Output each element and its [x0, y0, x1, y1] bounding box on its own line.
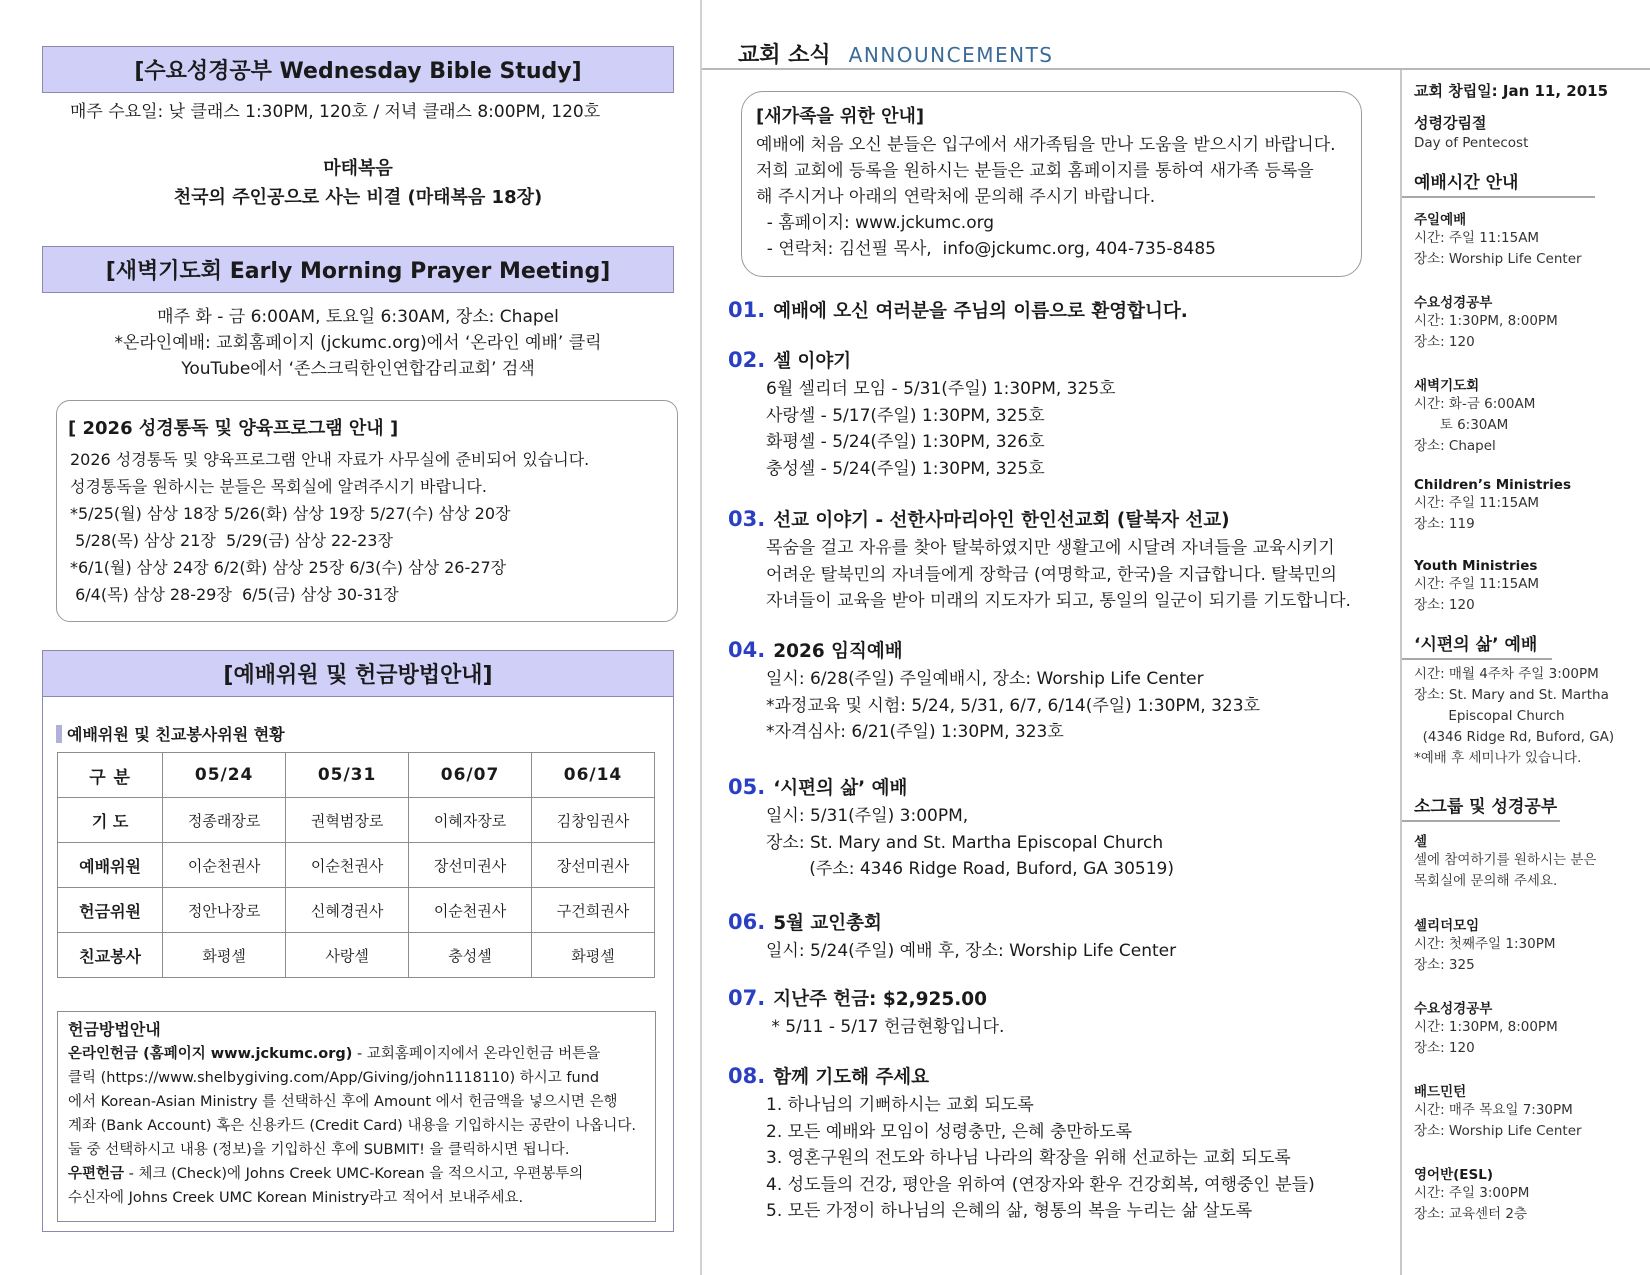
worship-line: 장소: 120	[1414, 597, 1475, 613]
wednesday-study-header: [수요성경공부 Wednesday Bible Study]	[42, 46, 674, 93]
small-group-line: 목회실에 문의해 주세요.	[1414, 873, 1558, 889]
wednesday-study-book: 마태복음	[323, 158, 393, 179]
bible-reading-line: 2026 성경통독 및 양육프로그램 안내 자료가 사무실에 준비되어 있습니다.	[70, 450, 590, 469]
item-line: (주소: 4346 Ridge Road, Buford, GA 30519)	[766, 859, 1174, 879]
announcement-item	[728, 984, 1388, 1041]
newcomer-line: 예배에 처음 오신 분들은 입구에서 새가족팀을 만나 도움을 받으시기 바랍니다.	[756, 135, 1336, 155]
worship-name: Children’s Ministries	[1414, 477, 1571, 493]
page-fold-divider	[700, 0, 702, 1275]
item-number: 03.	[728, 507, 766, 531]
table-cell: 이순천권사	[409, 888, 532, 933]
item-line: 목숨을 걸고 자유를 찾아 탈북하였지만 생활고에 시달려 자녀들을 교육시키기	[766, 538, 1335, 558]
left-page	[0, 0, 700, 1275]
worship-name: 주일예배	[1414, 212, 1467, 228]
item-number: 02.	[728, 348, 766, 372]
small-group-name: 영어반(ESL)	[1414, 1167, 1494, 1183]
offering-line: 클릭 (https://www.shelbygiving.com/App/Giving/john1118110) 하시고 fund	[68, 1070, 600, 1086]
psalm-line: (4346 Ridge Rd, Buford, GA)	[1414, 729, 1615, 745]
item-number: 05.	[728, 775, 766, 799]
mail-offering-label: 우편헌금	[68, 1166, 125, 1182]
item-line: 충성셀 - 5/24(주일) 1:30PM, 325호	[766, 458, 1045, 479]
header-rule	[702, 68, 1650, 70]
wednesday-study-time: 매주 수요일: 낮 클래스 1:30PM, 120호 / 저녁 클래스 8:00PM, 120호	[70, 102, 601, 122]
morning-prayer-line: YouTube에서 ‘존스크릭한인연합감리교회’ 검색	[181, 359, 535, 379]
table-cell: 김창임권사	[532, 798, 655, 843]
table-cell: 장선미권사	[409, 843, 532, 888]
table-cell: 화평셀	[532, 933, 655, 978]
mail-offering-text: - 체크 (Check)에 Johns Creek UMC-Korean 을 적으시고, 우편봉투의	[124, 1166, 584, 1182]
duty-table	[57, 752, 655, 978]
table-cell: 이혜자장로	[409, 798, 532, 843]
item-line: *과정교육 및 시험: 5/24, 5/31, 6/7, 6/14(주일) 1:30PM, 323호	[766, 695, 1260, 716]
offering-box	[57, 1011, 656, 1222]
small-group-name: 셀리더모임	[1414, 918, 1480, 934]
column-header: 05/31	[286, 753, 409, 798]
newcomer-line: 해 주시거나 아래의 연락처에 문의해 주시기 바랍니다.	[756, 187, 1156, 207]
small-group-line: 장소: 120	[1414, 1040, 1475, 1056]
worship-line: 장소: Chapel	[1414, 438, 1496, 454]
sidebar-rule	[1402, 820, 1560, 822]
item-title: 예배에 오신 여러분을 주님의 이름으로 환영합니다.	[773, 301, 1188, 322]
season-en: Day of Pentecost	[1414, 135, 1529, 151]
newcomer-line: - 홈페이지: www.jckumc.org	[756, 213, 995, 233]
table-row	[58, 888, 655, 933]
table-cell: 이순천권사	[163, 843, 286, 888]
item-line: 4. 성도들의 건강, 평안을 위하여 (연장자와 환우 건강회복, 여행중인 분들)	[766, 1174, 1315, 1195]
table-cell: 정안나장로	[163, 888, 286, 933]
worship-line: 토 6:30AM	[1414, 417, 1509, 433]
offering-line: 계좌 (Bank Account) 혹은 신용카드 (Credit Card) 내용을 기입하시는 공란이 나옵니다.	[68, 1118, 636, 1134]
psalm-line: Episcopal Church	[1414, 708, 1565, 724]
item-line: 5. 모든 가정이 하나님의 은혜의 삶, 형통의 복을 누리는 삶 살도록	[766, 1201, 1253, 1221]
sidebar-rule	[1402, 658, 1552, 660]
small-group-line: 시간: 1:30PM, 8:00PM	[1414, 1019, 1558, 1035]
sidebar-divider	[1400, 70, 1402, 1275]
row-header: 친교봉사	[58, 933, 163, 978]
row-header: 헌금위원	[58, 888, 163, 933]
small-group-line: 시간: 매주 목요일 7:30PM	[1414, 1102, 1573, 1118]
bible-reading-lines	[70, 446, 589, 608]
item-line: 3. 영혼구원의 전도와 하나님 나라의 확장을 위해 선교하는 교회 되도록	[766, 1148, 1291, 1168]
announcement-item	[728, 296, 1388, 326]
column-header: 05/24	[163, 753, 286, 798]
offering-line: 둘 중 선택하시고 내용 (정보)을 기입하신 후에 SUBMIT! 을 클릭하시면 됩니다.	[68, 1142, 570, 1158]
table-cell: 구건희권사	[532, 888, 655, 933]
item-title: 5월 교인총회	[773, 913, 882, 934]
small-group-name: 수요성경공부	[1414, 1001, 1493, 1017]
item-number: 04.	[728, 638, 766, 662]
column-header: 구 분	[58, 753, 163, 798]
item-line: 2. 모든 예배와 모임이 성령충만, 은혜 충만하도록	[766, 1121, 1133, 1142]
table-cell: 장선미권사	[532, 843, 655, 888]
small-group-line: 장소: Worship Life Center	[1414, 1123, 1582, 1139]
worship-line: 장소: Worship Life Center	[1414, 251, 1582, 267]
item-title: 지난주 헌금: $2,925.00	[773, 989, 987, 1010]
item-title: 2026 임직예배	[773, 641, 903, 662]
small-group-entry	[1414, 830, 1596, 892]
worship-entry	[1414, 477, 1571, 535]
small-group-entry	[1414, 1080, 1582, 1142]
small-group-entry	[1414, 914, 1555, 976]
item-title: 함께 기도해 주세요	[773, 1067, 930, 1088]
small-group-line: 시간: 주일 3:00PM	[1414, 1185, 1530, 1201]
worship-line: 시간: 주일 11:15AM	[1414, 230, 1540, 246]
worship-line: 시간: 주일 11:15AM	[1414, 576, 1540, 592]
item-title: 선교 이야기 - 선한사마리아인 한인선교회 (탈북자 선교)	[773, 510, 1230, 531]
small-group-line: 시간: 첫째주일 1:30PM	[1414, 936, 1556, 952]
table-cell: 신혜경권사	[286, 888, 409, 933]
table-cell: 충성셀	[409, 933, 532, 978]
founded-date: 교회 창립일: Jan 11, 2015	[1414, 82, 1609, 100]
worship-entry	[1414, 558, 1539, 616]
duty-section-label	[56, 722, 285, 745]
item-line: 사랑셀 - 5/17(주일) 1:30PM, 325호	[766, 405, 1045, 426]
offering-title: 헌금방법안내	[68, 1020, 161, 1039]
small-group-name: 배드민턴	[1414, 1084, 1467, 1100]
newcomer-line: - 연락처: 김선필 목사, info@jckumc.org, 404-735-8485	[756, 239, 1216, 259]
item-line: 자녀들이 교육을 받아 미래의 지도자가 되고, 통일의 일군이 되기를 기도합니다.	[766, 591, 1351, 611]
item-line: 6월 셀리더 모임 - 5/31(주일) 1:30PM, 325호	[766, 379, 1116, 399]
table-header-row	[58, 753, 655, 798]
table-row	[58, 843, 655, 888]
bible-reading-line: *5/25(월) 삼상 18장 5/26(화) 삼상 19장 5/27(수) 삼상 20장	[70, 504, 511, 523]
worship-entry	[1414, 291, 1558, 353]
item-line: * 5/11 - 5/17 헌금현황입니다.	[766, 1017, 1005, 1037]
announcements-title-en: ANNOUNCEMENTS	[848, 43, 1054, 67]
worship-line: 장소: 119	[1414, 516, 1475, 532]
table-row	[58, 933, 655, 978]
announcement-item	[728, 1062, 1388, 1225]
worship-line: 시간: 주일 11:15AM	[1414, 495, 1540, 511]
table-cell: 정종래장로	[163, 798, 286, 843]
item-title: 셀 이야기	[773, 351, 852, 372]
worship-duty-header: [예배위원 및 헌금방법안내]	[42, 650, 674, 697]
item-line: 화평셀 - 5/24(주일) 1:30PM, 326호	[766, 432, 1045, 452]
worship-entry	[1414, 374, 1535, 457]
online-offering-text: - 교회홈페이지에서 온라인헌금 버튼을	[352, 1046, 601, 1062]
item-line: 어려운 탈북민의 자녀들에게 장학금 (여명학교, 한국)을 지급합니다. 탈북민의	[766, 564, 1337, 585]
season-ko: 성령강림절	[1414, 114, 1487, 132]
item-number: 06.	[728, 910, 766, 934]
worship-name: 수요성경공부	[1414, 295, 1493, 311]
announcement-item	[728, 773, 1388, 883]
newcomer-box	[741, 91, 1362, 277]
worship-name: 새벽기도회	[1414, 378, 1480, 394]
item-line: 일시: 6/28(주일) 주일예배시, 장소: Worship Life Center	[766, 669, 1204, 689]
sidebar-rule	[1402, 196, 1595, 198]
small-groups-title: 소그룹 및 성경공부	[1414, 797, 1558, 817]
psalm-line: 시간: 매월 4주차 주일 3:00PM	[1414, 666, 1599, 682]
morning-prayer-line: 매주 화 - 금 6:00AM, 토요일 6:30AM, 장소: Chapel	[157, 307, 559, 327]
announcement-item	[728, 346, 1388, 482]
table-cell: 사랑셀	[286, 933, 409, 978]
item-number: 08.	[728, 1064, 766, 1088]
table-cell: 이순천권사	[286, 843, 409, 888]
worship-line: 장소: 120	[1414, 334, 1475, 350]
announcement-item	[728, 636, 1388, 746]
item-line: 1. 하나님의 기뻐하시는 교회 되도록	[766, 1095, 1034, 1115]
announcement-item	[728, 505, 1388, 615]
bible-reading-line: 6/4(목) 삼상 28-29장 6/5(금) 삼상 30-31장	[70, 585, 399, 604]
duty-label-text: 예배위원 및 친교봉사위원 현황	[67, 725, 285, 744]
offering-line: 에서 Korean-Asian Ministry 를 선택하신 후에 Amount 에서 헌금액을 넣으시면 은행	[68, 1094, 618, 1110]
item-line: 일시: 5/31(주일) 3:00PM,	[766, 806, 969, 826]
newcomer-line: 저희 교회에 등록을 원하시는 분들은 교회 홈페이지를 통하여 새가족 등록을	[756, 161, 1314, 181]
item-line: 일시: 5/24(주일) 예배 후, 장소: Worship Life Center	[766, 941, 1177, 961]
small-group-entry	[1414, 997, 1558, 1059]
small-group-line: 셀에 참여하기를 원하시는 분은	[1414, 852, 1597, 868]
psalm-line: 장소: St. Mary and St. Martha	[1414, 687, 1609, 703]
small-group-name: 셀	[1414, 834, 1428, 850]
bible-reading-line: *6/1(월) 삼상 24장 6/2(화) 삼상 25장 6/3(수) 삼상 26-27장	[70, 558, 507, 577]
worship-entry	[1414, 208, 1582, 270]
online-offering-label: 온라인헌금 (홈페이지 www.jckumc.org)	[68, 1046, 353, 1062]
item-line: *자격심사: 6/21(주일) 1:30PM, 323호	[766, 722, 1064, 742]
row-header: 기 도	[58, 798, 163, 843]
table-cell: 화평셀	[163, 933, 286, 978]
small-group-line: 장소: 325	[1414, 957, 1475, 973]
small-group-line: 장소: 교육센터 2층	[1414, 1206, 1528, 1222]
column-header: 06/14	[532, 753, 655, 798]
item-number: 07.	[728, 986, 766, 1010]
newcomer-title: [새가족을 위한 안내]	[756, 106, 925, 127]
item-line: 장소: St. Mary and St. Martha Episcopal Church	[766, 832, 1164, 853]
morning-prayer-line: *온라인예배: 교회홈페이지 (jckumc.org)에서 ‘온라인 예배’ 클릭	[114, 333, 602, 353]
psalm-worship-title: ‘시편의 삶’ 예배	[1414, 635, 1538, 655]
bible-reading-line: 5/28(목) 삼상 21장 5/29(금) 삼상 22-23장	[70, 531, 393, 550]
worship-name: Youth Ministries	[1414, 558, 1538, 574]
column-header: 06/07	[409, 753, 532, 798]
psalm-worship-info	[1414, 664, 1614, 769]
offering-line: 수신자에 Johns Creek UMC Korean Ministry라고 적어서 보내주세요.	[68, 1190, 524, 1206]
psalm-line: *예배 후 세미나가 있습니다.	[1414, 750, 1582, 766]
small-group-entry	[1414, 1163, 1529, 1225]
section-marker	[56, 725, 62, 743]
table-cell: 권혁범장로	[286, 798, 409, 843]
item-number: 01.	[728, 298, 766, 322]
worship-times-title: 예배시간 안내	[1414, 173, 1519, 193]
announcement-item	[728, 908, 1388, 965]
row-header: 예배위원	[58, 843, 163, 888]
announcements-title-ko: 교회 소식	[738, 43, 831, 68]
bible-reading-title: [ 2026 성경통독 및 양육프로그램 안내 ]	[68, 418, 399, 439]
wednesday-study-subject: 천국의 주인공으로 사는 비결 (마태복음 18장)	[173, 187, 543, 208]
bible-reading-line: 성경통독을 원하시는 분들은 목회실에 알려주시기 바랍니다.	[70, 477, 487, 496]
announcements-title	[738, 38, 1053, 69]
worship-line: 시간: 1:30PM, 8:00PM	[1414, 313, 1558, 329]
item-title: ‘시편의 삶’ 예배	[773, 778, 908, 799]
worship-line: 시간: 화-금 6:00AM	[1414, 396, 1536, 412]
table-row	[58, 798, 655, 843]
morning-prayer-header: [새벽기도회 Early Morning Prayer Meeting]	[42, 246, 674, 293]
